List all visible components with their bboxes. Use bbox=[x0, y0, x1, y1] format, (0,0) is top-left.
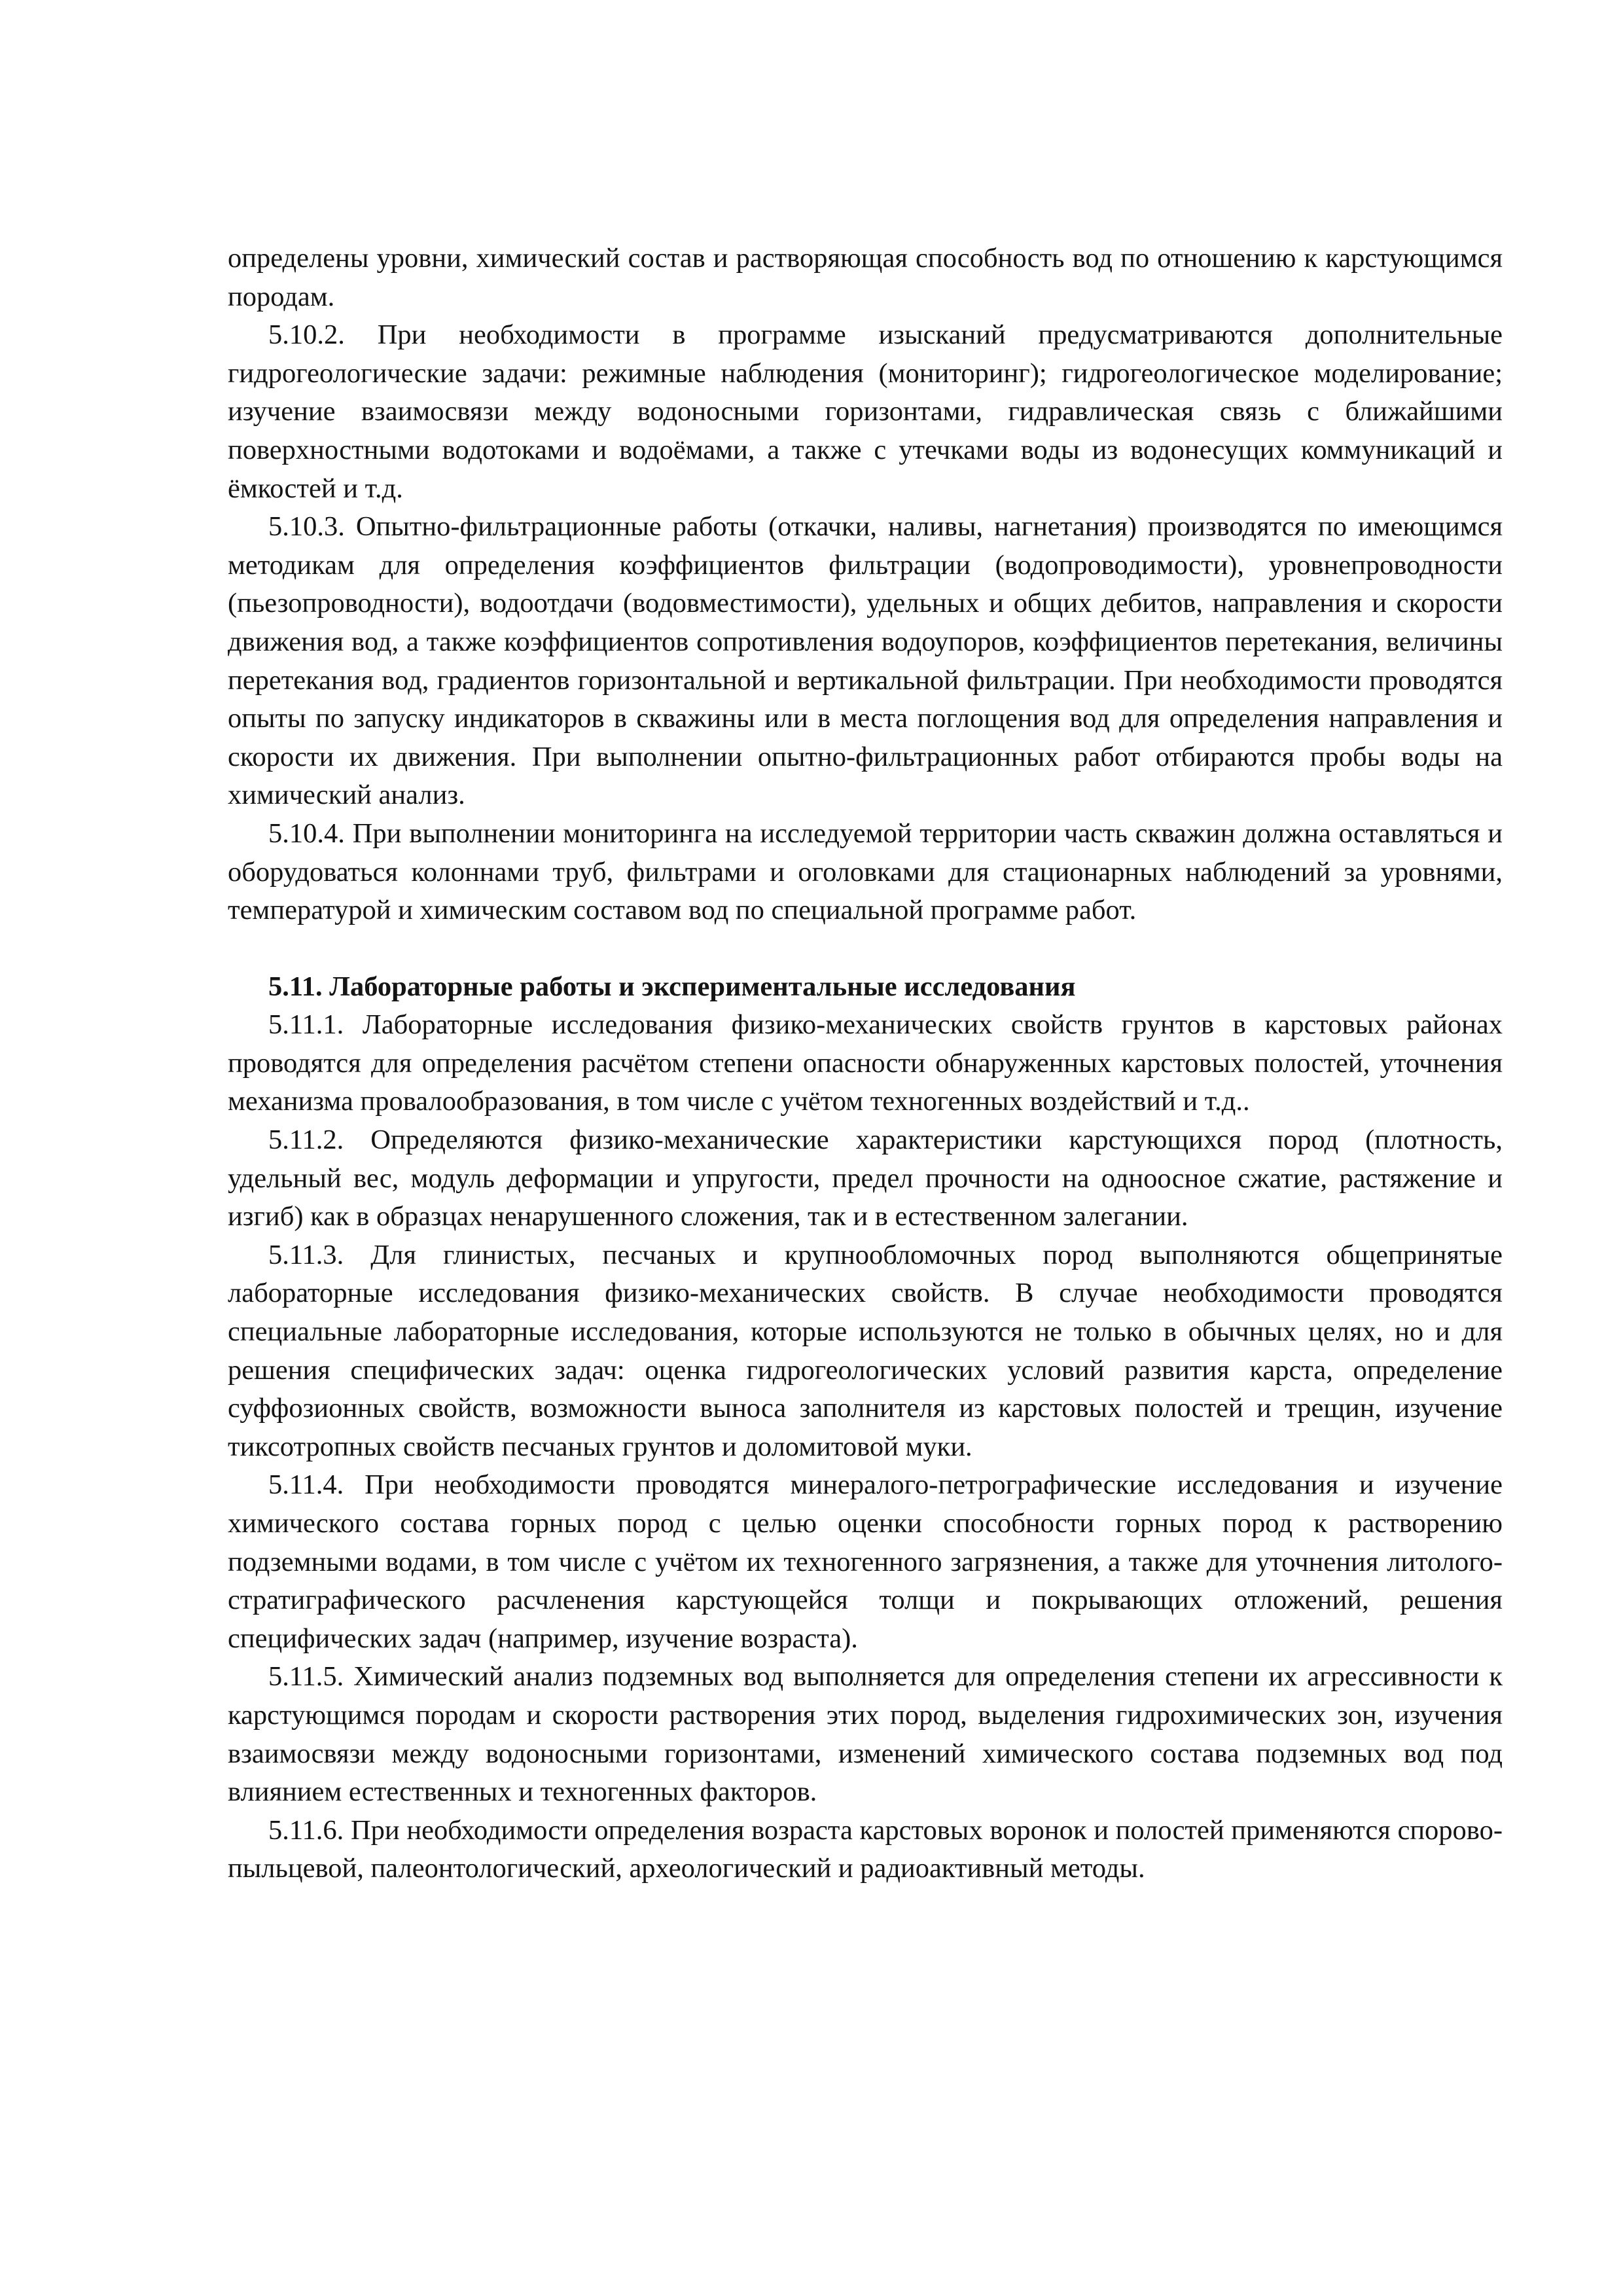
paragraph-5-11-1: 5.11.1. Лабораторные исследования физико-механических свойств грунтов в карстовых районах проводятся для определения расчётом степени опасности обнаруженных карстовых полостей, уточнения механизма провалообразования, в том числе с учётом техногенных воздействий и т.д.. bbox=[228, 1009, 1503, 1117]
document-body bbox=[228, 240, 1503, 1888]
paragraph-5-10-3: 5.10.3. Опытно-фильтрационные работы (откачки, наливы, нагнетания) производятся по имеющимся методикам для определения коэффициентов фильтрации (водопроводимости), уровнепроводности (пьезопроводности), водоотдачи (водовместимости), удельных и общих дебитов, направления и скорости движения вод, а также коэффициентов сопротивления водоупоров, коэффициентов перетекания, величины перетекания вод, градиентов горизонтальной и вертикальной фильтрации. При необходимости проводятся опыты по запуску индикаторов в скважины или в места поглощения вод для определения направления и скорости их движения. При выполнении опытно-фильтрационных работ отбираются пробы воды на химический анализ. bbox=[228, 511, 1503, 811]
paragraph-continuation: определены уровни, химический состав и растворяющая способность вод по отношению к карстующимся породам. bbox=[228, 243, 1503, 312]
paragraph-5-11-4: 5.11.4. При необходимости проводятся минералого-петрографические исследования и изучение химического состава горных пород с целью оценки способности горных пород к растворению подземными водами, в том числе с учётом их техногенного загрязнения, а также для уточнения литолого-стратиграфического расчленения карстующейся толщи и покрывающих отложений, решения специфических задач (например, изучение возраста). bbox=[228, 1469, 1503, 1654]
paragraph-5-11-2: 5.11.2. Определяются физико-механические характеристики карстующихся пород (плотность, удельный вес, модуль деформации и упругости, предел прочности на одноосное сжатие, растяжение и изгиб) как в образцах ненарушенного сложения, так и в естественном залегании. bbox=[228, 1124, 1503, 1232]
section-heading-5-11: 5.11. Лабораторные работы и экспериментальные исследования bbox=[268, 971, 1076, 1002]
paragraph-5-11-6: 5.11.6. При необходимости определения возраста карстовых воронок и полостей применяются спорово-пыльцевой, палеонтологический, археологический и радиоактивный методы. bbox=[228, 1814, 1503, 1884]
paragraph-5-10-2: 5.10.2. При необходимости в программе изысканий предусматриваются дополнительные гидрогеологические задачи: режимные наблюдения (мониторинг); гидрогеологическое моделирование; изучение взаимосвязи между водоносными горизонтами, гидравлическая связь с ближайшими поверхностными водотоками и водоёмами, а также с утечками воды из водонесущих коммуникаций и ёмкостей и т.д. bbox=[228, 319, 1503, 504]
paragraph-5-10-4: 5.10.4. При выполнении мониторинга на исследуемой территории часть скважин должна оставляться и оборудоваться колоннами труб, фильтрами и оголовками для стационарных наблюдений за уровнями, температурой и химическим составом вод по специальной программе работ. bbox=[228, 817, 1503, 926]
paragraph-5-11-5: 5.11.5. Химический анализ подземных вод выполняется для определения степени их агрессивности к карстующимся породам и скорости растворения этих пород, выделения гидрохимических зон, изучения взаимосвязи между водоносными горизонтами, изменений химического состава подземных вод под влиянием естественных и техногенных факторов. bbox=[228, 1661, 1503, 1808]
paragraph-5-11-3: 5.11.3. Для глинистых, песчаных и крупнообломочных пород выполняются общепринятые лабораторные исследования физико-механических свойств. В случае необходимости проводятся специальные лабораторные исследования, которые используются не только в обычных целях, но и для решения специфических задач: оценка гидрогеологических условий развития карста, определение суффозионных свойств, возможности выноса заполнителя из карстовых полостей и трещин, изучение тиксотропных свойств песчаных грунтов и доломитовой муки. bbox=[228, 1239, 1503, 1462]
